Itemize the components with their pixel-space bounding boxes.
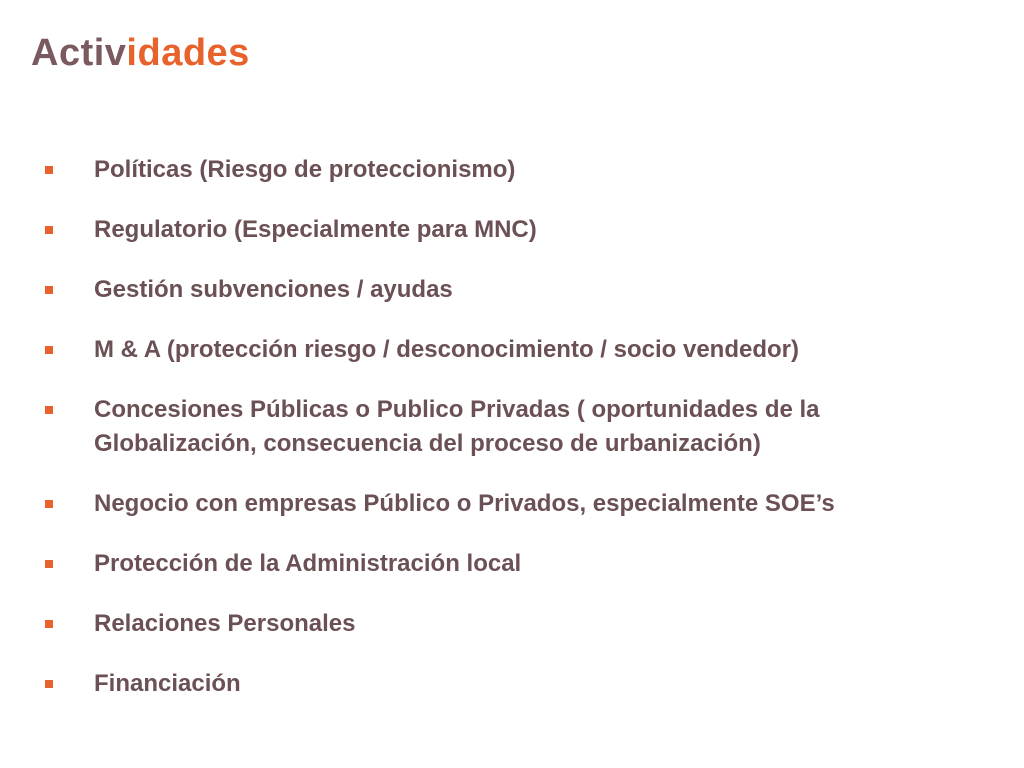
- bullet-item-proteccion-local: [0, 547, 1024, 581]
- bullet-item-m-and-a: [0, 333, 1024, 367]
- square-bullet-icon: [45, 560, 53, 568]
- bullet-item-financiacion: [0, 667, 1024, 701]
- square-bullet-icon: [45, 346, 53, 354]
- bullet-text: M & A (protección riesgo / desconocimiento / socio vendedor): [94, 336, 799, 363]
- bullet-item-negocio: [0, 487, 1024, 521]
- bullet-text: Políticas (Riesgo de proteccionismo): [94, 156, 516, 183]
- square-bullet-icon: [45, 500, 53, 508]
- bullet-item-politicas: [0, 153, 1024, 187]
- bullet-text: Concesiones Públicas o Publico Privadas ( oportunidades de la Globalización, consecuencia del proceso de urbanización): [94, 396, 820, 457]
- bullet-text: Relaciones Personales: [94, 610, 356, 637]
- square-bullet-icon: [45, 166, 53, 174]
- bullet-text: Regulatorio (Especialmente para MNC): [94, 216, 537, 243]
- slide-title: [31, 30, 250, 76]
- slide-title-part1: Activ: [31, 32, 127, 74]
- square-bullet-icon: [45, 286, 53, 294]
- bullet-item-relaciones: [0, 607, 1024, 641]
- slide-title-part2: idades: [126, 32, 250, 74]
- bullet-text: Financiación: [94, 670, 241, 697]
- bullet-item-regulatorio: [0, 213, 1024, 247]
- square-bullet-icon: [45, 620, 53, 628]
- bullet-text: Protección de la Administración local: [94, 550, 522, 577]
- bullet-list: [0, 153, 1024, 727]
- square-bullet-icon: [45, 680, 53, 688]
- bullet-item-concesiones: [0, 393, 1024, 461]
- bullet-text: Gestión subvenciones / ayudas: [94, 276, 453, 303]
- bullet-item-subvenciones: [0, 273, 1024, 307]
- square-bullet-icon: [45, 406, 53, 414]
- square-bullet-icon: [45, 226, 53, 234]
- bullet-text: Negocio con empresas Público o Privados, especialmente SOE’s: [94, 490, 835, 517]
